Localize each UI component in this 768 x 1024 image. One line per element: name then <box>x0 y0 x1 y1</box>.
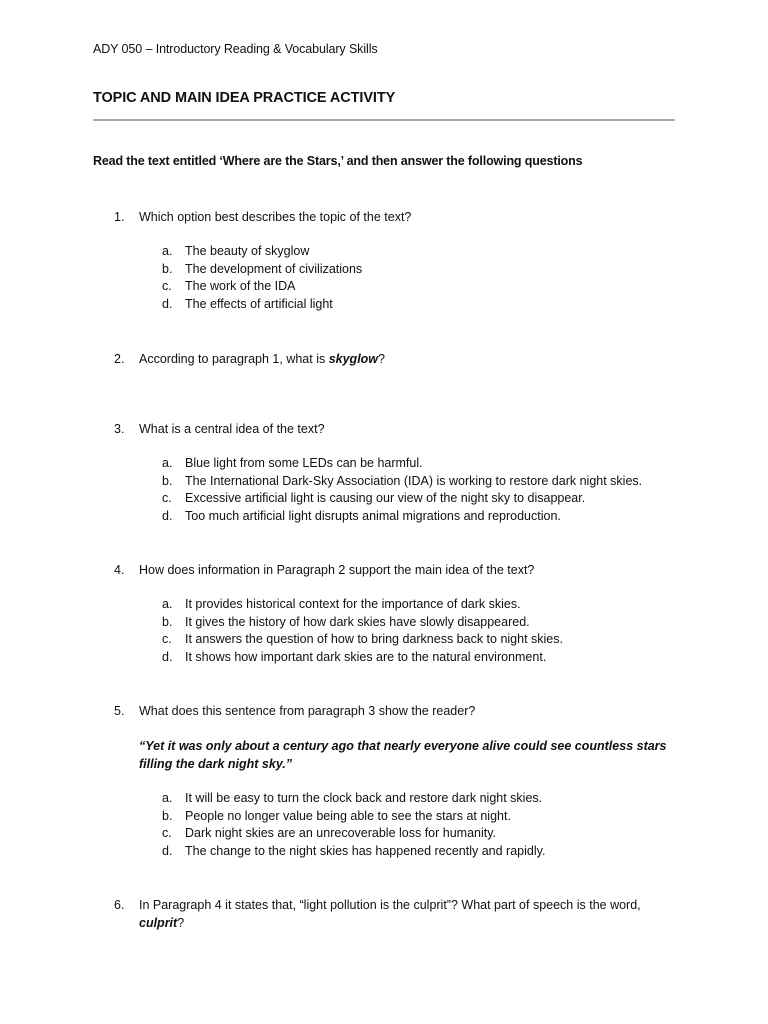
question-text-before: In Paragraph 4 it states that, “light pollution is the culprit”? What part of speech is the word, <box>139 898 641 912</box>
option-letter: c. <box>162 826 172 840</box>
question-emphasis-word: skyglow <box>328 352 379 366</box>
question-text: Which option best describes the topic of the text? <box>139 210 412 224</box>
option-text: Excessive artificial light is causing our view of the night sky to disappear. <box>185 491 586 505</box>
option-letter: d. <box>162 508 173 523</box>
option-text: People no longer value being able to see the stars at night. <box>185 808 511 823</box>
option-text: Blue light from some LEDs can be harmful. <box>185 456 423 470</box>
question-text <box>139 350 679 368</box>
option-letter: b. <box>162 614 173 629</box>
instruction-text: Read the text entitled ‘Where are the Stars,’ and then answer the following questions <box>93 154 583 168</box>
option-text: It gives the history of how dark skies have slowly disappeared. <box>185 614 530 629</box>
option-letter: c. <box>162 279 172 293</box>
option-text: The change to the night skies has happened recently and rapidly. <box>185 843 546 858</box>
option-letter: a. <box>162 456 173 470</box>
option-letter: a. <box>162 597 173 611</box>
question-number: 2. <box>114 352 125 366</box>
option-letter: b. <box>162 473 173 488</box>
option-text: The beauty of skyglow <box>185 244 310 258</box>
option-letter: b. <box>162 261 173 276</box>
option-text: It provides historical context for the importance of dark skies. <box>185 597 521 611</box>
option-letter: d. <box>162 843 173 858</box>
option-letter: c. <box>162 632 172 646</box>
option-letter: c. <box>162 491 172 505</box>
option-letter: d. <box>162 296 173 311</box>
option-text: It answers the question of how to bring darkness back to night skies. <box>185 632 563 646</box>
option-text: It will be easy to turn the clock back and restore dark night skies. <box>185 791 543 805</box>
option-text: The International Dark-Sky Association (IDA) is working to restore dark night skies. <box>185 473 643 488</box>
title-divider <box>93 119 675 121</box>
option-letter: d. <box>162 649 173 664</box>
question-text-before: According to paragraph 1, what is <box>139 352 329 366</box>
question-number: 1. <box>114 210 125 224</box>
option-letter: a. <box>162 244 173 258</box>
question-text <box>139 896 679 932</box>
question-number: 5. <box>114 704 125 718</box>
question-emphasis-word: culprit <box>139 916 178 930</box>
option-text: Dark night skies are an unrecoverable loss for humanity. <box>185 826 497 840</box>
option-letter: a. <box>162 791 173 805</box>
course-header: ADY 050 – Introductory Reading & Vocabulary Skills <box>93 42 378 56</box>
option-text: The development of civilizations <box>185 261 363 276</box>
option-text: It shows how important dark skies are to the natural environment. <box>185 649 547 664</box>
question-text-after: ? <box>177 916 185 930</box>
page-title: TOPIC AND MAIN IDEA PRACTICE ACTIVITY <box>93 90 396 106</box>
question-text-after: ? <box>378 352 385 366</box>
option-text: The effects of artificial light <box>185 296 333 311</box>
question-number: 3. <box>114 422 125 436</box>
option-text: The work of the IDA <box>185 279 296 293</box>
option-text: Too much artificial light disrupts animal migrations and reproduction. <box>185 508 561 523</box>
option-letter: b. <box>162 808 173 823</box>
question-text: How does information in Paragraph 2 support the main idea of the text? <box>139 563 535 577</box>
question-text: What is a central idea of the text? <box>139 422 325 436</box>
quoted-sentence: “Yet it was only about a century ago that nearly everyone alive could see countless stars filling the dark night sky.” <box>139 739 667 771</box>
question-number: 4. <box>114 563 125 577</box>
question-text: What does this sentence from paragraph 3 show the reader? <box>139 704 476 718</box>
question-number: 6. <box>114 898 125 912</box>
